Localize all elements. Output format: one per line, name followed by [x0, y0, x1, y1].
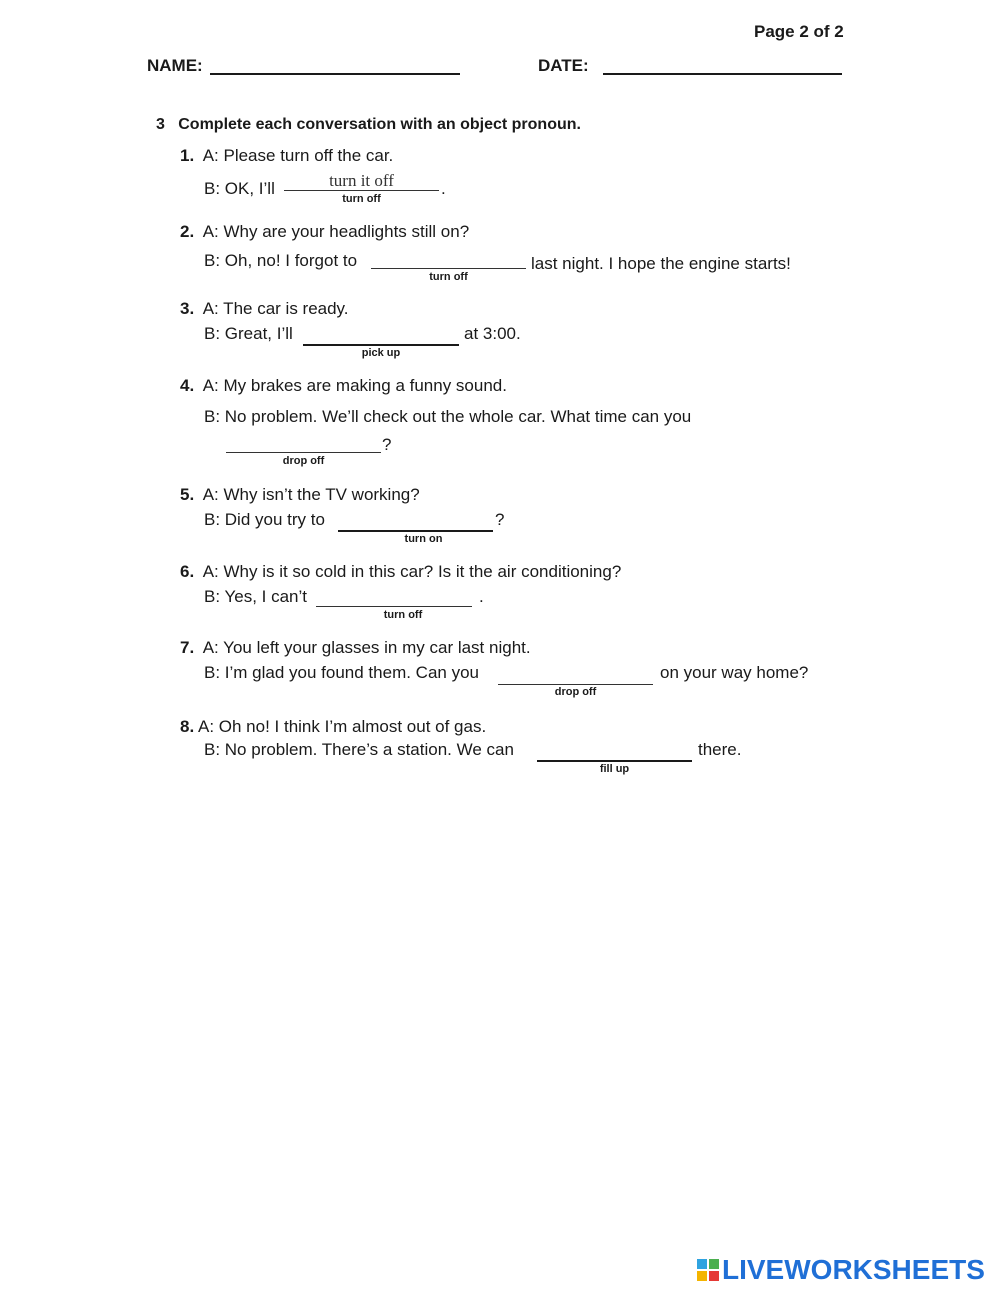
item-7-answer-input[interactable] [498, 666, 653, 684]
item-8-line-a [180, 717, 486, 737]
item-number: 5. [180, 485, 195, 504]
item-6-line-a [180, 562, 621, 582]
item-5-answer-blank[interactable] [338, 512, 493, 532]
item-8-answer-input[interactable] [537, 742, 692, 760]
logo-block-4 [709, 1271, 719, 1281]
logo-block-3 [697, 1271, 707, 1281]
page-number: Page 2 of 2 [754, 22, 844, 41]
item-7-hint: drop off [554, 686, 597, 698]
item-7-line-b-post: on your way home? [660, 663, 809, 682]
item-number: 8. [180, 717, 195, 736]
item-6-line-b-pre: B: Yes, I can’t [204, 587, 308, 606]
item-8-line-b-pre: B: No problem. There’s a station. We can [204, 740, 514, 759]
instruction-text: Complete each conversation with an object pronoun. [178, 116, 581, 133]
line-a-text: A: The car is ready. [202, 299, 349, 318]
line-a-text: A: Why are your headlights still on? [202, 222, 470, 241]
date-label: DATE: [538, 56, 589, 75]
item-number: 7. [180, 638, 195, 657]
item-1-line-b-pre: B: OK, I’ll [204, 179, 275, 198]
item-5-answer-input[interactable] [338, 512, 493, 530]
item-3-line-a [180, 299, 349, 319]
item-number: 2. [180, 222, 195, 241]
name-field-line[interactable] [210, 73, 460, 75]
item-3-answer-blank[interactable] [303, 326, 459, 346]
liveworksheets-logo[interactable] [697, 1255, 985, 1285]
item-8-line-b-post: there. [698, 740, 742, 759]
item-2-line-b-post: last night. I hope the engine starts! [531, 254, 791, 273]
item-4-answer-input[interactable] [226, 434, 381, 452]
item-7-line-b-pre: B: I’m glad you found them. Can you [204, 663, 479, 682]
item-5-line-b-post: ? [495, 510, 505, 529]
item-6-hint: turn off [383, 609, 423, 621]
item-1-hint: turn off [342, 193, 381, 205]
item-5-hint: turn on [404, 533, 443, 545]
section-instruction [156, 116, 581, 134]
line-a-text: A: Why isn’t the TV working? [202, 485, 420, 504]
section-number: 3 [156, 116, 165, 133]
item-7-answer-blank[interactable] [498, 666, 653, 685]
item-8-hint: fill up [599, 763, 630, 775]
item-2-hint: turn off [429, 271, 468, 283]
line-a-text: A: You left your glasses in my car last night. [202, 638, 531, 657]
date-field-line[interactable] [603, 73, 842, 75]
name-label: NAME: [147, 56, 203, 75]
item-2-answer-input[interactable] [371, 250, 526, 268]
item-3-line-b-pre: B: Great, I’ll [204, 324, 293, 343]
logo-block-1 [697, 1259, 707, 1269]
line-a-text: A: Oh no! I think I’m almost out of gas. [197, 717, 487, 736]
item-5-line-b-pre: B: Did you try to [204, 510, 325, 529]
item-4-answer-blank[interactable] [226, 434, 381, 453]
item-3-hint: pick up [361, 347, 401, 359]
item-3-line-b-post: at 3:00. [464, 324, 521, 343]
item-number: 4. [180, 376, 195, 395]
logo-text: LIVEWORKSHEETS [722, 1254, 985, 1285]
item-number: 1. [180, 146, 195, 165]
item-4-line-b-post: ? [382, 435, 392, 454]
item-2-answer-blank[interactable] [371, 250, 526, 269]
item-2-line-b-pre: B: Oh, no! I forgot to [204, 251, 358, 270]
item-8-answer-blank[interactable] [537, 742, 692, 762]
item-2-line-a [180, 222, 469, 242]
line-a-text: A: My brakes are making a funny sound. [202, 376, 507, 395]
item-1-line-b-post: . [441, 179, 446, 198]
item-4-line-b-pre: B: No problem. We’ll check out the whole car. What time can you [204, 407, 692, 426]
logo-blocks-icon [697, 1259, 719, 1281]
item-4-line-a [180, 376, 507, 396]
logo-block-2 [709, 1259, 719, 1269]
item-6-line-b-post: . [479, 587, 484, 606]
item-1-answer-input[interactable] [284, 172, 439, 190]
line-a-text: A: Why is it so cold in this car? Is it the air conditioning? [202, 562, 622, 581]
item-number: 3. [180, 299, 195, 318]
item-7-line-a [180, 638, 531, 658]
item-4-hint: drop off [282, 455, 325, 467]
item-3-answer-input[interactable] [303, 326, 459, 344]
item-1-line-a [180, 146, 393, 166]
line-a-text: A: Please turn off the car. [202, 146, 394, 165]
item-1-answer-blank[interactable] [284, 172, 439, 191]
item-number: 6. [180, 562, 195, 581]
item-5-line-a [180, 485, 420, 505]
item-6-answer-input[interactable] [316, 588, 472, 606]
item-6-answer-blank[interactable] [316, 588, 472, 607]
